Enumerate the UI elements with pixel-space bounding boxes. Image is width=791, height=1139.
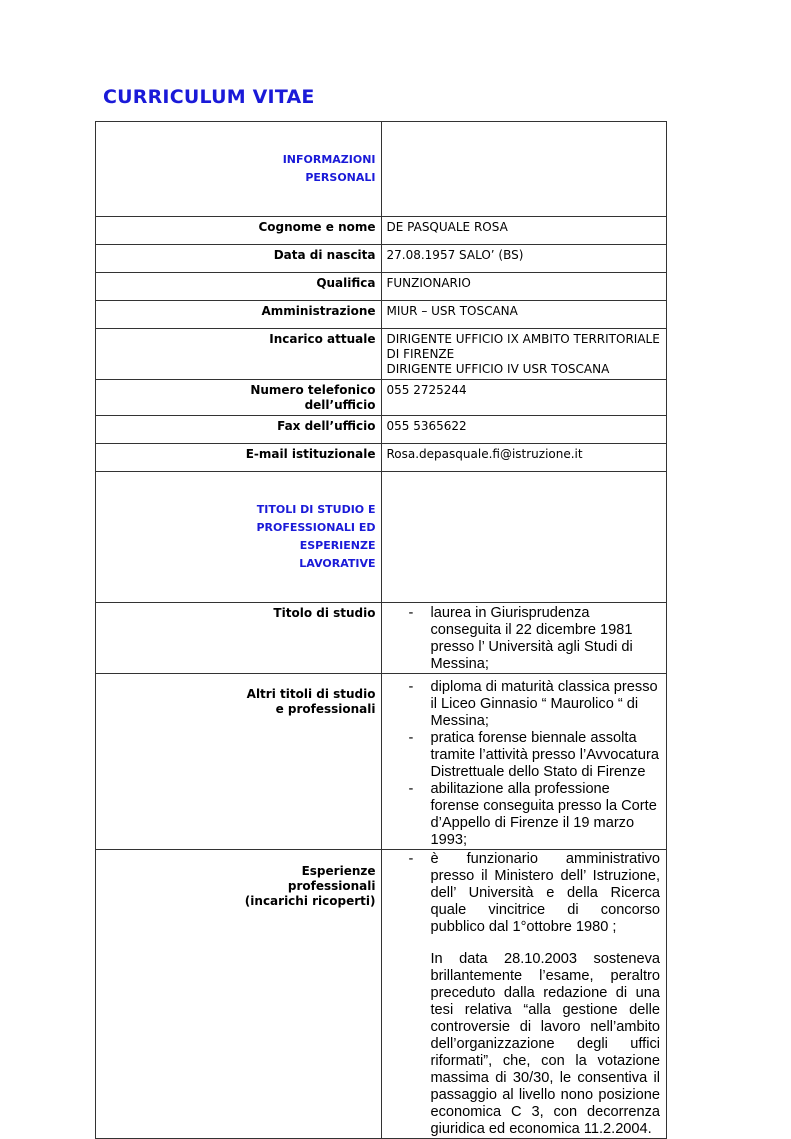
titolo-item-text: laurea in Giurisprudenza conseguita il 22 dicembre 1981 presso l’ Università agli Studi di Messina; (430, 605, 633, 672)
section-personal-row (96, 122, 667, 217)
studies-title-line-4: LAVORATIVE (299, 557, 376, 570)
esperienze-paragraph: In data 28.10.2003 sosteneva brillantemente l’esame, peraltro preceduto dalla redazione di una tesi relativa “alla gestione delle controversie di lavoro nell’ambito dell’organizzazione degli uffici riformati”, che, con la votazione massima di 30/30, le consentiva il passaggio al livello nono posizione economica C 3, con decorrenza giuridica ed economica 11.2.2004. (430, 951, 660, 1137)
label-altri-titoli (96, 674, 382, 850)
altri-label-line-2: e professionali (275, 702, 376, 716)
esperienze-item (382, 851, 661, 936)
section-studies-empty (381, 472, 667, 603)
telefono-label-line-2: dell’ufficio (304, 398, 376, 412)
section-personal-title: INFORMAZIONI PERSONALI (282, 153, 376, 184)
studies-title-line-2: PROFESSIONALI ED (256, 521, 376, 534)
section-studies-heading (96, 472, 382, 603)
dash-bullet: - (408, 605, 414, 621)
dash-bullet: - (408, 730, 414, 746)
label-numero-telefonico (96, 380, 382, 416)
altri-item (382, 781, 662, 849)
row-incarico-attuale (96, 329, 667, 380)
value-numero-telefonico: 055 2725244 (381, 380, 667, 416)
document-title: CURRICULUM VITAE (103, 86, 315, 108)
label-esperienze (96, 850, 382, 1139)
esperienze-label-line-1: Esperienze (301, 864, 376, 878)
value-titolo-studio (381, 603, 667, 674)
altri-item-text: abilitazione alla professione forense conseguita presso la Corte d’Appello di Firenze il 19 marzo 1993; (430, 781, 657, 848)
section-studies-row (96, 472, 667, 603)
label-incarico-attuale: Incarico attuale (96, 329, 382, 380)
row-fax (96, 416, 667, 444)
row-titolo-studio (96, 603, 667, 674)
incarico-line-2: DIRIGENTE UFFICIO IV USR TOSCANA (386, 362, 610, 376)
value-data-nascita: 27.08.1957 SALO’ (BS) (381, 245, 667, 273)
dash-bullet: - (408, 851, 414, 867)
label-email: E-mail istituzionale (96, 444, 382, 472)
section-personal-heading (96, 122, 382, 217)
esperienze-label-line-3: (incarichi ricoperti) (244, 894, 376, 908)
row-numero-telefonico (96, 380, 667, 416)
row-data-nascita (96, 245, 667, 273)
altri-item-text: pratica forense biennale assolta tramite l’attività presso l’Avvocatura Distrettuale dello Stato di Firenze (430, 730, 659, 780)
value-fax: 055 5365622 (381, 416, 667, 444)
label-amministrazione: Amministrazione (96, 301, 382, 329)
altri-item (382, 730, 662, 781)
altri-label-line-1: Altri titoli di studio (246, 687, 376, 701)
label-titolo-studio: Titolo di studio (96, 603, 382, 674)
value-esperienze (381, 850, 667, 1139)
label-fax: Fax dell’ufficio (96, 416, 382, 444)
label-data-nascita: Data di nascita (96, 245, 382, 273)
altri-item-text: diploma di maturità classica presso il Liceo Ginnasio “ Maurolico “ di Messina; (430, 679, 658, 729)
telefono-label-line-1: Numero telefonico (250, 383, 376, 397)
titolo-item (382, 605, 662, 673)
esperienze-item-text: è funzionario amministrativo presso il Ministero dell’ Istruzione, dell’ Università e della Ricerca quale vincitrice di concorso pubblico dal 1°ottobre 1980 ; (430, 851, 660, 935)
cv-table (95, 121, 667, 1139)
titolo-list (382, 605, 662, 673)
row-amministrazione (96, 301, 667, 329)
label-qualifica: Qualifica (96, 273, 382, 301)
esperienze-label-line-2: professionali (287, 879, 376, 893)
label-cognome-nome: Cognome e nome (96, 217, 382, 245)
altri-item (382, 679, 662, 730)
value-amministrazione: MIUR – USR TOSCANA (381, 301, 667, 329)
row-altri-titoli (96, 674, 667, 850)
studies-title-line-3: ESPERIENZE (299, 539, 376, 552)
row-email (96, 444, 667, 472)
row-esperienze (96, 850, 667, 1139)
value-qualifica: FUNZIONARIO (381, 273, 667, 301)
value-email: Rosa.depasquale.fi@istruzione.it (381, 444, 667, 472)
dash-bullet: - (408, 679, 414, 695)
row-qualifica (96, 273, 667, 301)
altri-list (382, 679, 662, 849)
row-cognome-nome (96, 217, 667, 245)
value-altri-titoli (381, 674, 667, 850)
value-incarico-attuale (381, 329, 667, 380)
value-cognome-nome: DE PASQUALE ROSA (381, 217, 667, 245)
studies-title-line-1: TITOLI DI STUDIO E (256, 503, 376, 516)
incarico-line-1: DIRIGENTE UFFICIO IX AMBITO TERRITORIALE DI FIRENZE (386, 332, 660, 361)
section-personal-empty (381, 122, 667, 217)
esperienze-list (382, 851, 661, 936)
dash-bullet: - (408, 781, 414, 797)
